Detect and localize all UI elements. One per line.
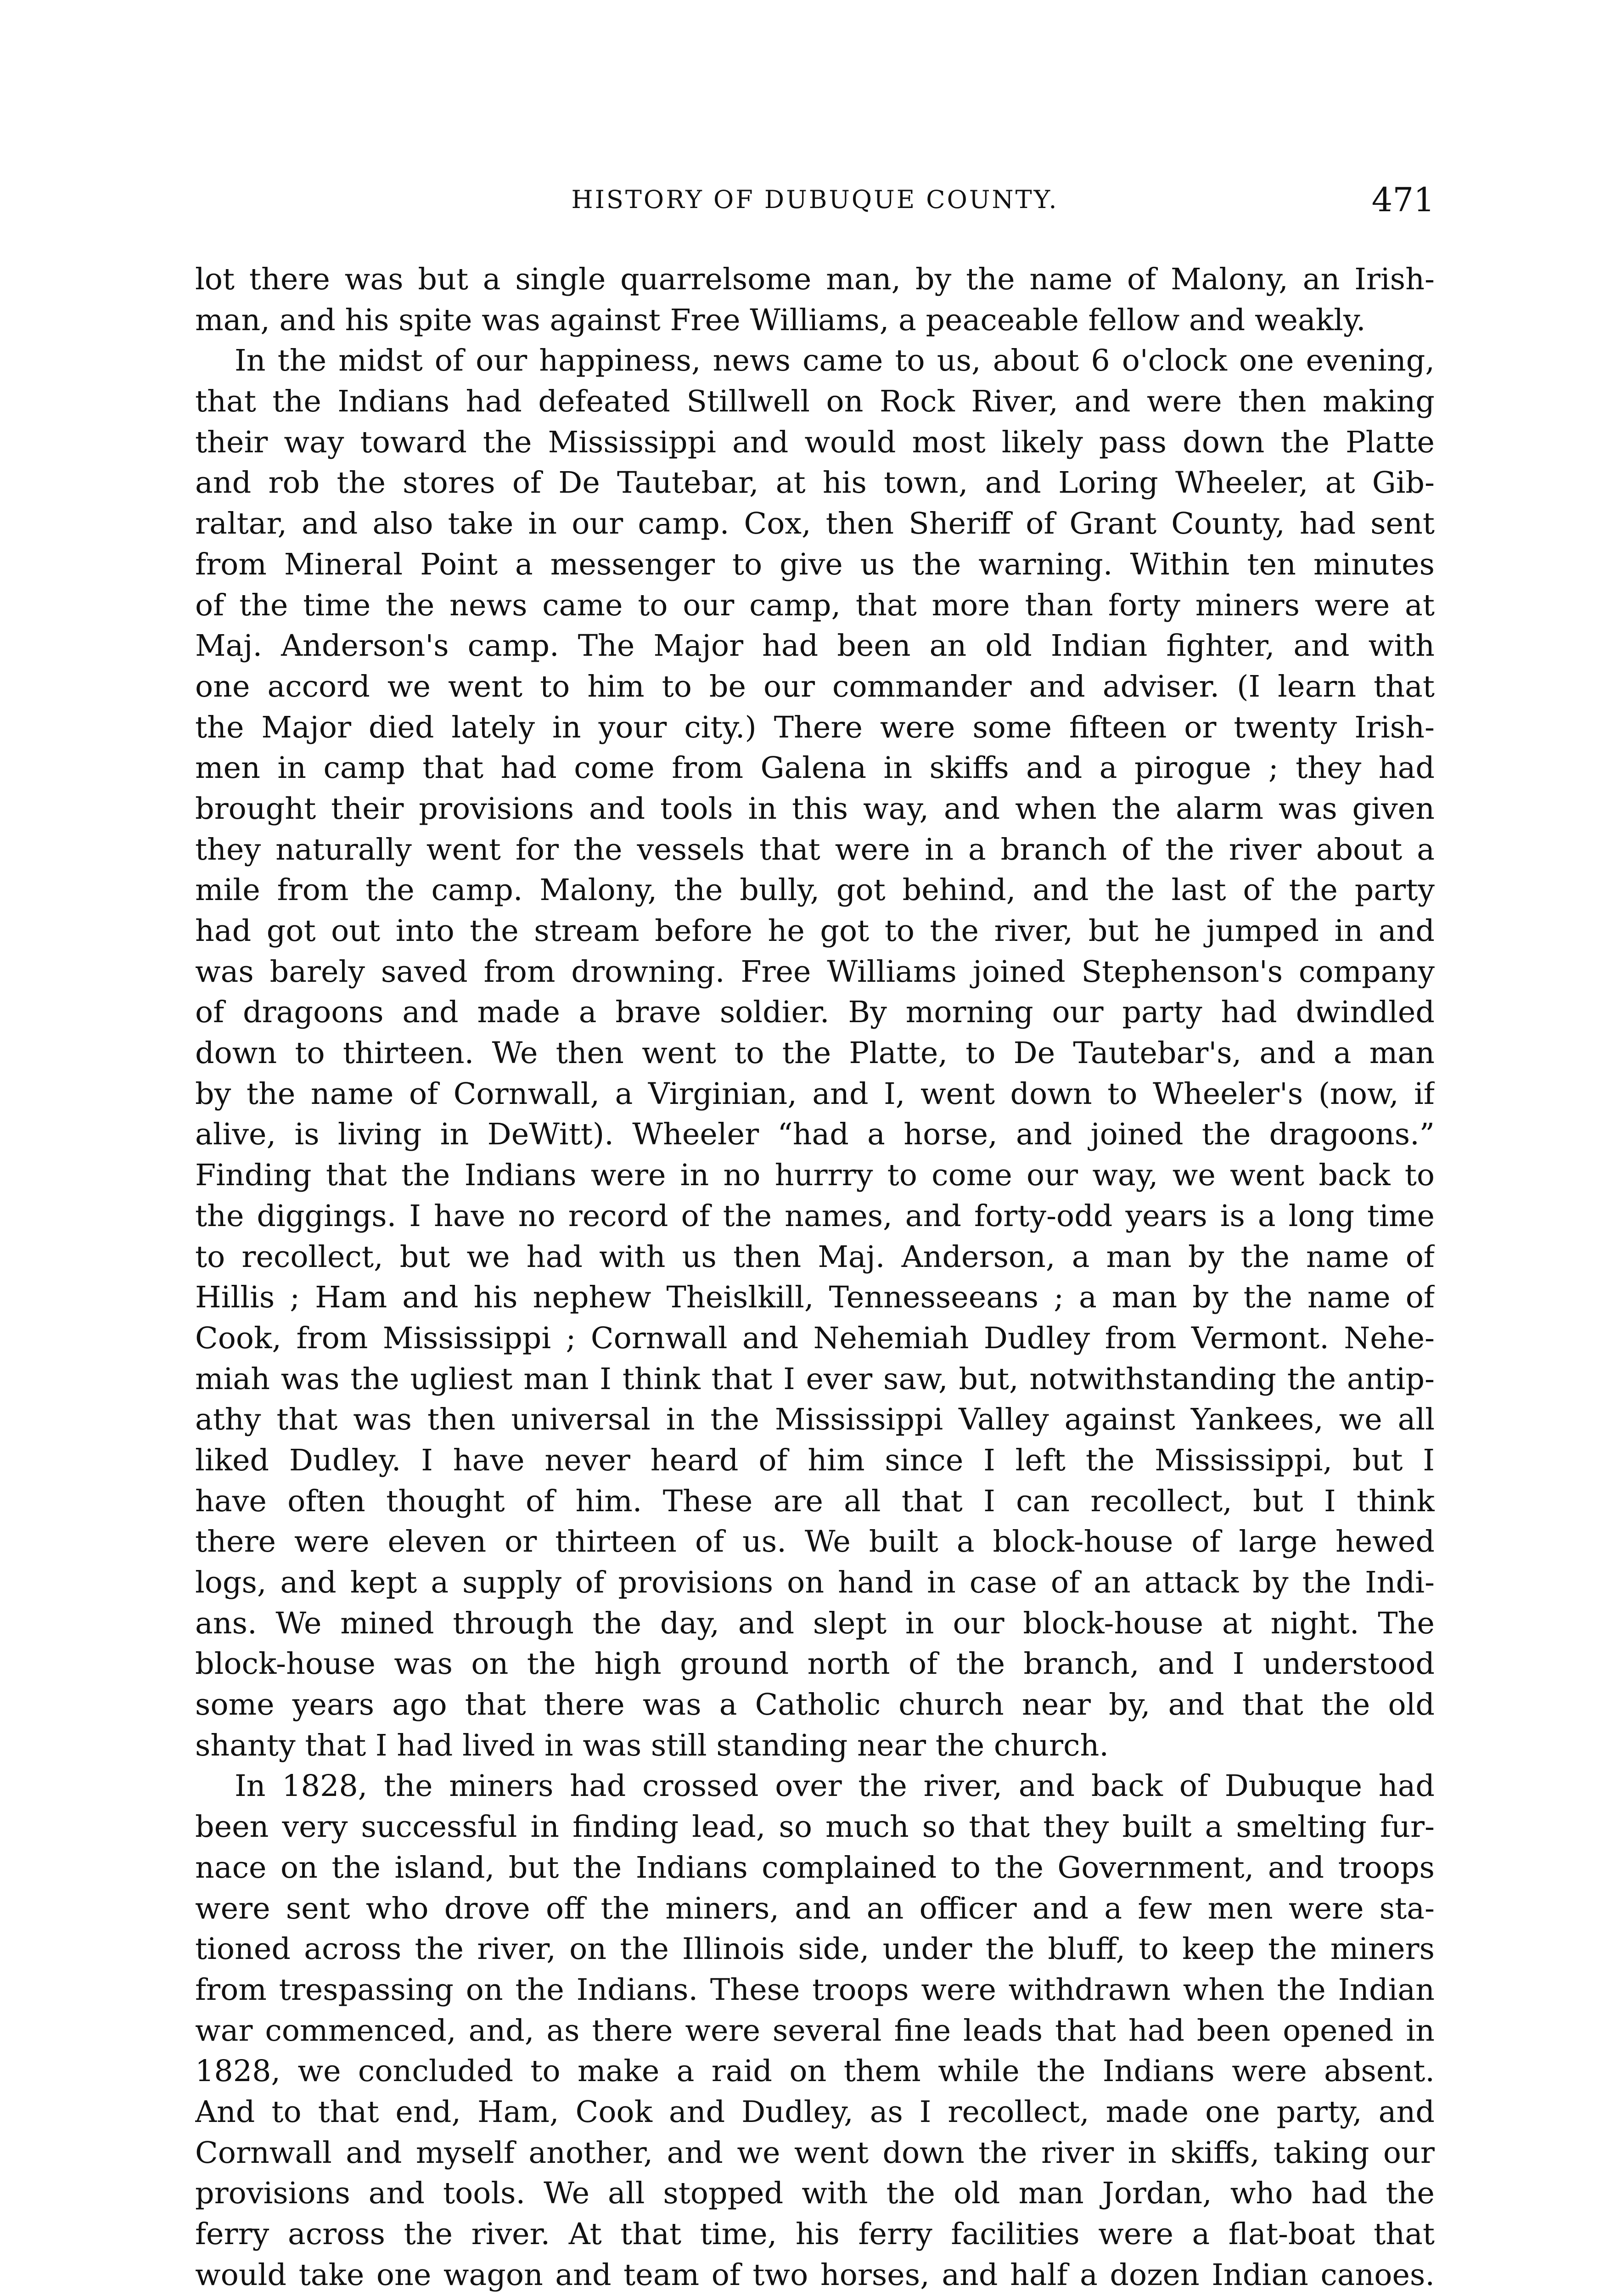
text-line: liked Dudley. I have never heard of him since I left the Mississippi, but I bbox=[195, 1443, 1435, 1478]
text-line: were sent who drove off the miners, and an officer and a few men were sta- bbox=[195, 1891, 1435, 1926]
text-line: one accord we went to him to be our commander and adviser. (I learn that bbox=[195, 669, 1435, 704]
text-line: men in camp that had come from Galena in skiffs and a pirogue ; they had bbox=[195, 751, 1435, 786]
running-title: HISTORY OF DUBUQUE COUNTY. bbox=[571, 185, 1059, 214]
text-line: to recollect, but we had with us then Maj. Anderson, a man by the name of bbox=[195, 1239, 1435, 1274]
text-line: some years ago that there was a Catholic church near by, and that the old bbox=[195, 1688, 1435, 1722]
text-line: from Mineral Point a messenger to give us the warning. Within ten minutes bbox=[195, 547, 1435, 582]
paragraph-2 bbox=[195, 341, 1435, 1766]
text-line: In the midst of our happiness, news came to us, about 6 o'clock one evening, bbox=[235, 343, 1435, 378]
text-line: shanty that I had lived in was still standing near the church. bbox=[195, 1728, 1109, 1763]
text-line: alive, is living in DeWitt). Wheeler “had a horse, and joined the dragoons.” bbox=[195, 1117, 1435, 1152]
text-line: block-house was on the high ground north of the branch, and I understood bbox=[195, 1647, 1435, 1682]
text-line: had got out into the stream before he got to the river, but he jumped in and bbox=[195, 914, 1435, 948]
text-line: down to thirteen. We then went to the Platte, to De Tautebar's, and a man bbox=[195, 1036, 1435, 1071]
text-line: would take one wagon and team of two horses, and half a dozen Indian canoes. bbox=[195, 2257, 1435, 2292]
text-line: raltar, and also take in our camp. Cox, then Sheriff of Grant County, had sent bbox=[195, 506, 1435, 541]
text-line: of dragoons and made a brave soldier. By morning our party had dwindled bbox=[195, 995, 1435, 1030]
text-line: they naturally went for the vessels that were in a branch of the river about a bbox=[195, 832, 1435, 867]
text-line: was barely saved from drowning. Free Williams joined Stephenson's company bbox=[195, 954, 1435, 989]
text-line: Hillis ; Ham and his nephew Theislkill, Tennesseeans ; a man by the name of bbox=[195, 1280, 1435, 1315]
body-text bbox=[195, 259, 1435, 2296]
text-line: ferry across the river. At that time, his ferry facilities were a flat-boat that bbox=[195, 2217, 1435, 2251]
text-line: nace on the island, but the Indians complained to the Government, and troops bbox=[195, 1850, 1435, 1885]
text-line: logs, and kept a supply of provisions on hand in case of an attack by the Indi- bbox=[195, 1565, 1435, 1600]
text-line: provisions and tools. We all stopped with the old man Jordan, who had the bbox=[195, 2176, 1435, 2211]
text-line: mile from the camp. Malony, the bully, got behind, and the last of the party bbox=[195, 873, 1435, 908]
text-line: 1828, we concluded to make a raid on them while the Indians were absent. bbox=[195, 2054, 1435, 2089]
text-line: lot there was but a single quarrelsome man, by the name of Malony, an Irish- bbox=[195, 262, 1435, 297]
text-line: by the name of Cornwall, a Virginian, and I, went down to Wheeler's (now, if bbox=[195, 1076, 1435, 1111]
text-line: Maj. Anderson's camp. The Major had been an old Indian fighter, and with bbox=[195, 629, 1435, 664]
text-line: from trespassing on the Indians. These troops were withdrawn when the Indian bbox=[195, 1972, 1435, 2007]
text-line: Cornwall and myself another, and we went down the river in skiffs, taking our bbox=[195, 2135, 1435, 2170]
text-line: ans. We mined through the day, and slept in our block-house at night. The bbox=[195, 1606, 1435, 1641]
text-line: Finding that the Indians were in no hurrry to come our way, we went back to bbox=[195, 1158, 1435, 1193]
page-number: 471 bbox=[1371, 180, 1435, 219]
text-line: the Major died lately in your city.) There were some fifteen or twenty Irish- bbox=[195, 710, 1435, 745]
running-head bbox=[195, 179, 1435, 220]
text-line: brought their provisions and tools in this way, and when the alarm was given bbox=[195, 791, 1435, 826]
text-line: have often thought of him. These are all that I can recollect, but I think bbox=[195, 1484, 1435, 1519]
text-line: tioned across the river, on the Illinois side, under the bluff, to keep the miners bbox=[195, 1932, 1435, 1967]
text-line: been very successful in finding lead, so much so that they built a smelting fur- bbox=[195, 1810, 1435, 1845]
text-line: In 1828, the miners had crossed over the river, and back of Dubuque had bbox=[235, 1769, 1435, 1804]
paragraph-3 bbox=[195, 1766, 1435, 2296]
paragraph-1 bbox=[195, 259, 1435, 341]
text-line: man, and his spite was against Free Williams, a peaceable fellow and weakly. bbox=[195, 303, 1366, 338]
text-line: war commenced, and, as there were several fine leads that had been opened in bbox=[195, 2013, 1435, 2048]
text-line: there were eleven or thirteen of us. We built a block-house of large hewed bbox=[195, 1525, 1435, 1559]
text-line: of the time the news came to our camp, that more than forty miners were at bbox=[195, 588, 1435, 623]
text-line: and rob the stores of De Tautebar, at his town, and Loring Wheeler, at Gib- bbox=[195, 466, 1435, 501]
text-line: Cook, from Mississippi ; Cornwall and Nehemiah Dudley from Vermont. Nehe- bbox=[195, 1321, 1435, 1356]
text-line: the diggings. I have no record of the names, and forty-odd years is a long time bbox=[195, 1199, 1435, 1233]
text-line: that the Indians had defeated Stillwell on Rock River, and were then making bbox=[195, 384, 1435, 419]
text-line: their way toward the Mississippi and would most likely pass down the Platte bbox=[195, 425, 1435, 460]
text-line: And to that end, Ham, Cook and Dudley, as I recollect, made one party, and bbox=[195, 2094, 1435, 2129]
text-line: athy that was then universal in the Mississippi Valley against Yankees, we all bbox=[195, 1402, 1435, 1437]
text-line: miah was the ugliest man I think that I ever saw, but, notwithstanding the antip- bbox=[195, 1362, 1435, 1396]
